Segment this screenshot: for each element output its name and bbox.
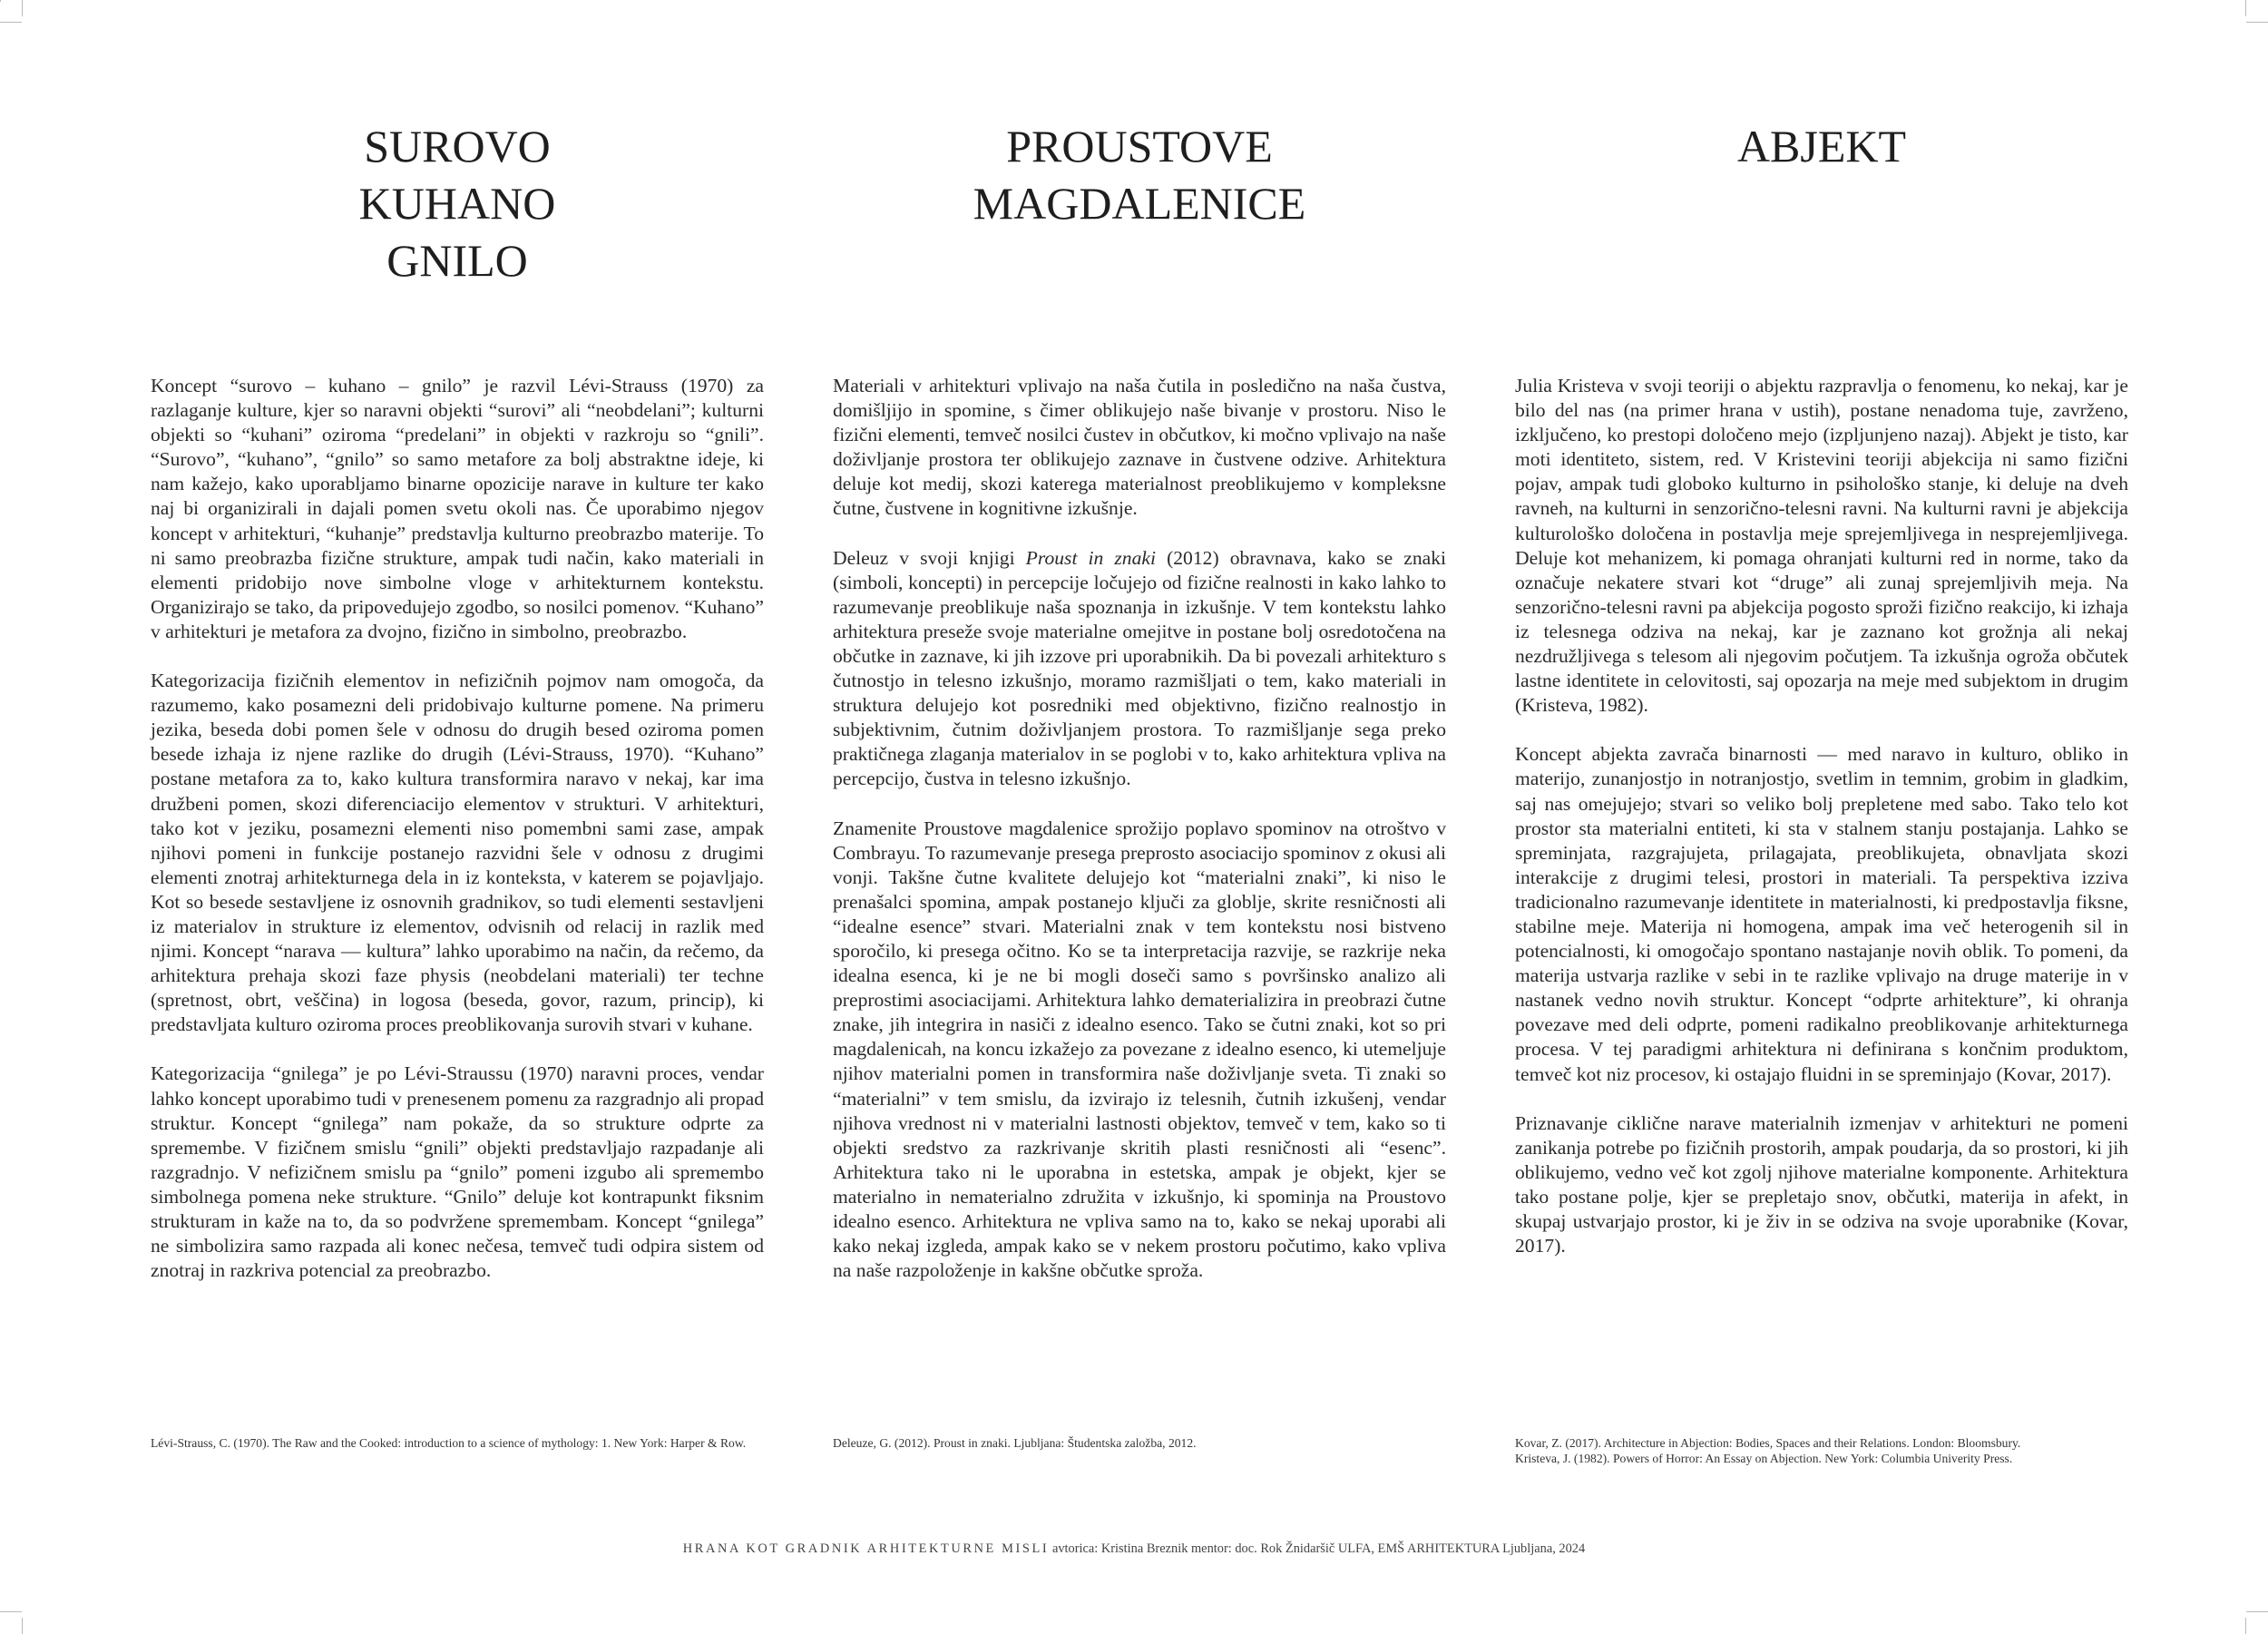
crop-mark-top-right-v xyxy=(2245,0,2246,16)
footer-credits: avtorica: Kristina Breznik mentor: doc. Rok Žnidaršič ULFA, EMŠ ARHITEKTURA Ljubljana, 2024 xyxy=(1051,1541,1586,1556)
column-body xyxy=(1515,374,2128,1283)
column-title xyxy=(1515,118,2128,175)
paragraph: Kategorizacija fizičnih elementov in nefizičnih pojmov nam omogoča, da razumemo, kako posamezni deli pridobivajo kulturne pomene. Na primeru jezika, beseda dobi pomen šele v odnosu do drugih besed oziroma pomen besede izhaja iz njene razlike do drugih (Lévi-Strauss, 1970). “Kuhano” postane metafora za to, kako kultura transformira naravo v nekaj, kar ima družbeni pomen, skozi diferenciacijo elementov v strukturi. V arhitekturi, tako kot v jeziku, posamezni elementi niso pomembni sami zase, ampak njihovi pomeni in funkcije postanejo razvidni šele v odnosu z drugimi elementi znotraj arhitekturnega dela in iz konteksta, v katerem se pojavljajo. Kot so besede sestavljene iz osnovnih gradnikov, so tudi elementi sestavljeni iz materialov in strukture iz elementov, odvisnih od relacij in razlik med njimi. Koncept “narava — kultura” lahko uporabimo na način, da rečemo, da arhitektura prehaja skozi faze physis (neobdelani materiali) ter techne (spretnost, obrt, veščina) in logosa (beseda, govor, razum, princip), ki predstavljata kulturo oziroma proces preoblikovanja surovih stvari v kuhane. xyxy=(151,670,764,1036)
paragraph: Kategorizacija “gnilega” je po Lévi-Straussu (1970) naravni proces, vendar lahko koncept uporabimo tudi v prenesenem pomenu za razgradnjo ali propad struktur. Koncept “gnilega” nam pokaže, da so strukture odprte za spremembe. V fizičnem smislu “gnili” objekti predstavljajo razpadanje ali razgradnjo. V nefizičnem smislu pa “gnilo” pomeni izgubo ali spremembo simbolnega pomena neke strukture. “Gnilo” deluje kot kontrapunkt fiksnim strukturam in kaže na to, da so podvržene spremembam. Koncept “gnilega” ne simbolizira samo razpada ali konec nečesa, temveč tudi odpira sistem od znotraj in razkriva potencial za preobrazbo. xyxy=(151,1062,764,1282)
paragraph: Priznavanje ciklične narave materialnih izmenjav v arhitekturi ne pomeni zanikanja potrebe po fizičnih prostorih, ampak poudarja, da so prostori, ki jih oblikujemo, vedno več kot zgolj njihove materialne komponente. Arhitektura tako postane polje, kjer se prepletajo snov, občutki, materija in afekt, in skupaj ustvarjajo prostor, ki je živ in se odziva na svoje uporabnike (Kovar, 2017). xyxy=(1515,1111,2128,1257)
crop-mark-bottom-right-v xyxy=(2245,1618,2246,1634)
title-line: GNILO xyxy=(386,235,528,286)
crop-mark-top-left xyxy=(0,0,1,2)
reference-item: Kovar, Z. (2017). Architecture in Abjection: Bodies, Spaces and their Relations. London: Bloomsbury. xyxy=(1515,1436,2021,1450)
reference-item: Lévi-Strauss, C. (1970). The Raw and the Cooked: introduction to a science of mythology: 1. New York: Harper & Row. xyxy=(151,1436,747,1450)
book-title: Proust in znaki xyxy=(1025,546,1156,569)
column-title xyxy=(833,118,1446,232)
references xyxy=(151,1435,764,1451)
paragraph-with-italic: Deleuz v svoji knjigi Proust in znaki (2012) obravnava, kako se znaki (simboli, koncepti) in percepcije ločujejo od fizične realnosti in kako lahko to razumevanje preoblikuje naša spoznanja in izkušnje. V tem kontekstu lahko arhitektura preseže svoje materialne omejitve in postane bolj osredotočena na občutke in zaznave, ki jih izzove pri uporabnikih. Da bi povezali arhitekturo s čutnostjo in telesno izkušnjo, moramo razmišljati o tem, kako materiali in struktura delujejo kot posredniki med objektivno, fizično realnostjo in subjektivnim, čutnim doživljanjem prostora. To razmišljanje sega preko praktičnega zlaganja materialov in se poglobi v to, kako arhitektura vpliva na percepcijo, čustva in telesno izkušnjo. xyxy=(833,546,1446,790)
paragraph: Materiali v arhitekturi vplivajo na naša čutila in posledično na naša čustva, domišljijo in spomine, s čimer oblikujejo naše bivanje v prostoru. Niso le fizični elementi, temveč nosilci čustev in občutkov, ki močno vplivajo na naše doživljanje prostora ter oblikujejo zaznave in čustvene odzive. Arhitektura deluje kot medij, skozi katerega materialnost preoblikujemo v kompleksne čutne, čustvene in kognitivne izkušnje. xyxy=(833,375,1446,520)
column-body xyxy=(151,374,764,1307)
footer-title: HRANA KOT GRADNIK ARHITEKTURNE MISLI xyxy=(682,1541,1050,1556)
title-line: SUROVO xyxy=(364,121,551,171)
paragraph: Julia Kristeva v svoji teoriji o abjektu razpravlja o fenomenu, ko nekaj, kar je bilo del nas (na primer hrana v ustih), postane nenadoma tuje, zavrženo, izključeno, ko prestopi določeno mejo (izpljunjeno nazaj). Abjekt je tisto, kar moti identiteto, sistem, red. V Kristevini teoriji abjekcija ni samo fizični pojav, ampak tudi globoko kulturno in psihološko stanje, ki deluje na dveh ravneh, na kulturni in senzorično-telesni ravni. Na kulturni ravni je abjekcija kulturološko določena in postavlja meje sprejemljivega in nesprejemljivega. Deluje kot mehanizem, ki pomaga ohranjati kulturni red in norme, tako da označuje nekatere stvari kot “druge” ali zunaj sprejemljivih meja. Na senzorično-telesni ravni pa abjekcija pogosto sproži fizično reakcijo, ki izhaja iz telesnega odziva na nekaj, kar je zaznano kot grožnja ali nekaj nezdružljivega s telesom ali njegovim počutjem. Ta izkušnja ogroža občutek lastne identitete in celovitosti, saj opozarja na meje med subjektom in drugim (Kristeva, 1982). xyxy=(1515,375,2128,717)
references xyxy=(1515,1435,2128,1466)
title-line: ABJEKT xyxy=(1736,121,1907,171)
references xyxy=(833,1435,1446,1451)
reference-item: Kristeva, J. (1982). Powers of Horror: An Essay on Abjection. New York: Columbia Univerity Press. xyxy=(1515,1452,2013,1465)
crop-mark-top-left-h xyxy=(0,22,22,23)
reference-item: Deleuze, G. (2012). Proust in znaki. Ljubljana: Študentska založba, 2012. xyxy=(833,1436,1197,1450)
crop-mark-bottom-right-h xyxy=(2246,1611,2268,1612)
crop-mark-top-right-h xyxy=(2246,22,2268,23)
title-line: MAGDALENICE xyxy=(973,178,1306,229)
crop-mark-top-left-v xyxy=(22,0,23,16)
crop-mark-bottom-left-h xyxy=(0,1611,22,1612)
paragraph: Koncept abjekta zavrača binarnosti — med naravo in kulturo, obliko in materijo, zunanjostjo in notranjostjo, svetlim in temnim, grobim in gladkim, saj nas omejujejo; stvari so veliko bolj prepletene med sabo. Tako telo kot prostor sta materialni entiteti, ki sta v stalnem stanju postajanja. Lahko se spreminjata, razgrajujeta, prilagajata, preoblikujeta, obnavljata skozi interakcije z drugimi telesi, prostori in materiali. Ta perspektiva izziva tradicionalno razumevanje identitete in materialnosti, ki predpostavlja fiksne, stabilne meje. Materija ni homogena, ampak ima več heterogenih sil in potencialnosti, ki omogočajo spontano nastajanje novih oblik. To pomeni, da materija ustvarja razlike v sebi in te razlike vplivajo na druge materije in v nastanek vedno novih struktur. Koncept “odprte arhitekture”, ki ohranja povezave med deli odprte, pomeni radikalno preoblikovanje arhitekturnega procesa. V tej paradigmi arhitektura ni definirana s končnim produktom, temveč kot niz procesov, ki ostajajo fluidni in se spreminjajo (Kovar, 2017). xyxy=(1515,743,2128,1085)
crop-mark-bottom-left-v xyxy=(22,1618,23,1634)
paragraph: Znamenite Proustove magdalenice sprožijo poplavo spominov na otroštvo v Combrayu. To razumevanje presega preprosto asociacijo spominov z okusi ali vonji. Takšne čutne kvalitete delujejo kot “materialni znaki”, ki niso le prenašalci spomina, ampak postanejo ključi za globlje, skrite resničnosti ali “idealne esence” stvari. Materialni znak v tem kontekstu nosi bistveno sporočilo, ki presega očitno. Ko se ta interpretacija razvije, se razkrije neka idealna esenca, ki je ne bi mogli doseči samo s površinsko analizo ali preprostimi asociacijami. Arhitektura lahko dematerializira in preobrazi čutne znake, jih integrira in nasiči z idealno esenco. Tako se čutni znaki, kot so pri magdalenicah, na koncu izkažejo za povezane z idealno esenco, ki utemeljuje njihov materialni pomen in transformira naše doživljanje sveta. Ti znaki so “materialni” v tem smislu, da izvirajo iz telesnih, čutnih izkušenj, vendar njihova vrednost ni v materialni lastnosti objektov, temveč v tem, kako so ti objekti sredstvo za razkrivanje skritih plasti resničnosti ali “esenc”. Arhitektura tako ni le uporabna in estetska, ampak je objekt, kjer se materialno in nematerialno združita v izkušnjo, ki spominja na Proustovo idealno esenco. Arhitektura ne vpliva samo na to, kako se nekaj uporabi ali kako nekaj izgleda, ampak kako se v nekem prostoru počutimo, kako vpliva na naše razpoloženje in kakšne občutke sproža. xyxy=(833,817,1446,1282)
column-title xyxy=(151,118,764,289)
paragraph: Koncept “surovo – kuhano – gnilo” je razvil Lévi-Strauss (1970) za razlaganje kulture, kjer so naravni objekti “surovi” ali “neobdelani”; kulturni objekti so “kuhani” oziroma “predelani” in objekti v razkroju so “gnili”. “Surovo”, “kuhano”, “gnilo” so samo metafore za bolj abstraktne ideje, ki nam kažejo, kako uporabljamo binarne opozicije narave in kulture ter kako naj bi organizirali in dajali pomen svetu okoli nas. Če uporabimo njegov koncept v arhitekturi, “kuhanje” predstavlja kulturno preobrazbo materije. To ni samo preobrazba fizične strukture, ampak tudi način, kako materiali in elementi pridobijo nove simbolne vloge v arhitekturnem kontekstu. Organizirajo se tako, da pripovedujejo zgodbo, so nosilci pomenov. “Kuhano” v arhitekturi je metafora za dvojno, fizično in simbolno, preobrazbo. xyxy=(151,375,764,642)
page-footer xyxy=(0,1541,2268,1557)
title-line: KUHANO xyxy=(358,178,556,229)
title-line: PROUSTOVE xyxy=(1006,121,1273,171)
column-body xyxy=(833,374,1446,1307)
